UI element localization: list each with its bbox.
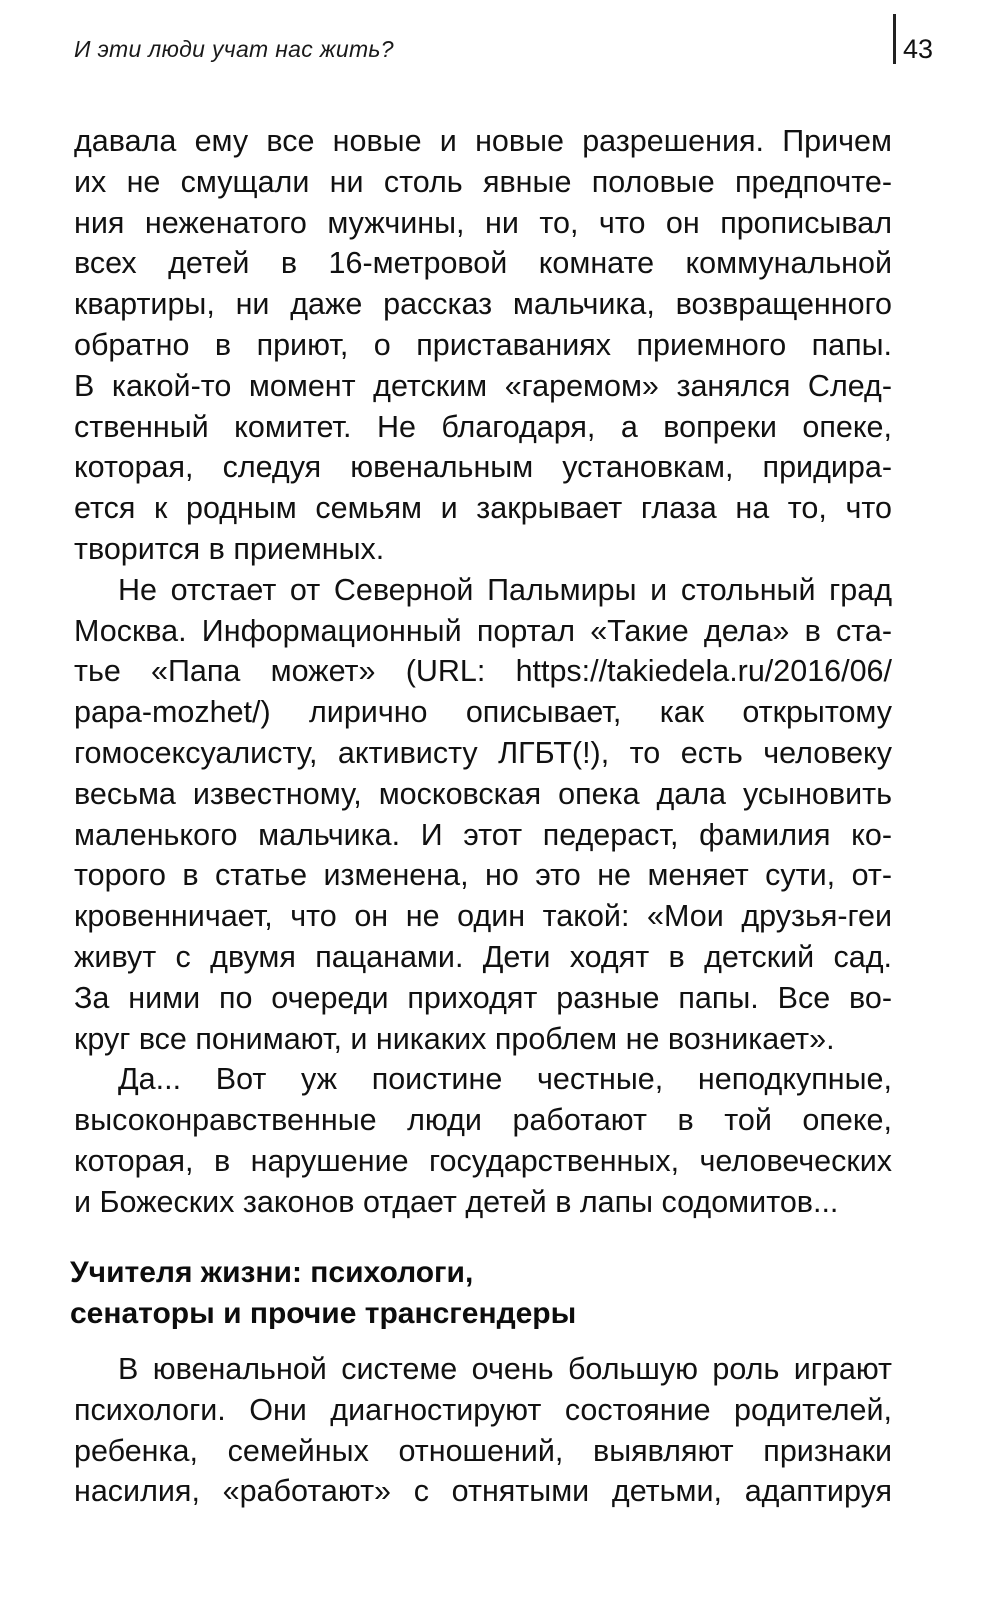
body-text xyxy=(74,121,892,1223)
text-line: кровенничает, что он не один такой: «Мои друзья-геи xyxy=(74,899,892,934)
text-line: ется к родным семьям и закрывает глаза на то, что xyxy=(74,491,892,526)
text-line: обратно в приют, о приставаниях приемного папы. xyxy=(74,327,892,362)
text-line: их не смущали ни столь явные половые предпочте- xyxy=(74,164,892,199)
text-line: маленького мальчика. И этот педераст, фамилия ко- xyxy=(74,817,892,852)
text-line: квартиры, ни даже рассказ мальчика, возвращенного xyxy=(74,287,892,322)
text-line: ственный комитет. Не благодаря, а вопреки опеке, xyxy=(74,409,892,444)
text-line: ния неженатого мужчины, ни то, что он прописывал xyxy=(74,205,892,240)
page-number: 43 xyxy=(903,34,934,64)
text-line: которая, в нарушение государственных, человеческих xyxy=(74,1143,892,1178)
text-line: ребенка, семейных отношений, выявляют признаки xyxy=(74,1433,892,1468)
header-divider xyxy=(893,14,896,64)
text-line: психологи. Они диагностируют состояние родителей, xyxy=(74,1392,892,1427)
text-line: гомосексуалисту, активисту ЛГБТ(!), то есть человеку xyxy=(74,735,892,770)
text-line: давала ему все новые и новые разрешения. Причем xyxy=(74,124,892,158)
text-line: papa-mozhet/) лирично описывает, как открытому xyxy=(74,695,892,730)
text-line: которая, следуя ювенальным установкам, придира- xyxy=(74,450,892,485)
text-line: круг все понимают, и никаких проблем не возникает». xyxy=(74,1021,835,1056)
text-line: творится в приемных. xyxy=(74,531,385,566)
text-line: Да... Вот уж поистине честные, неподкупные, xyxy=(118,1062,892,1097)
text-line: В ювенальной системе очень большую роль играют xyxy=(118,1352,892,1386)
section-heading xyxy=(70,1252,890,1334)
text-line: За ними по очереди приходят разные папы. Все во- xyxy=(74,980,892,1015)
text-line: Москва. Информационный портал «Такие дела» в ста- xyxy=(74,613,892,648)
text-line: весьма известному, московская опека дала усыновить xyxy=(74,776,892,811)
section-body-text xyxy=(74,1349,892,1512)
text-line: всех детей в 16-метровой комнате коммунальной xyxy=(74,246,892,281)
text-line: живут с двумя пацанами. Дети ходят в детский сад. xyxy=(74,939,892,974)
section-heading-line-2: сенаторы и прочие трансгендеры xyxy=(70,1297,577,1330)
text-line: и Божеских законов отдает детей в лапы содомитов... xyxy=(74,1184,839,1219)
text-line: В какой-то момент детским «гаремом» занялся След- xyxy=(74,368,892,403)
text-line: высоконравственные люди работают в той опеке, xyxy=(74,1103,892,1138)
running-title: И эти люди учат нас жить? xyxy=(74,36,394,62)
text-line: торого в статье изменена, но это не меняет сути, от- xyxy=(74,858,892,893)
text-line: тье «Папа может» (URL: https://takiedela.ru/2016/06/ xyxy=(74,654,892,689)
text-line: Не отстает от Северной Пальмиры и стольный град xyxy=(118,572,892,607)
section-heading-line-1: Учителя жизни: психологи, xyxy=(70,1256,474,1289)
text-line: насилия, «работают» с отнятыми детьми, адаптируя xyxy=(74,1474,892,1509)
